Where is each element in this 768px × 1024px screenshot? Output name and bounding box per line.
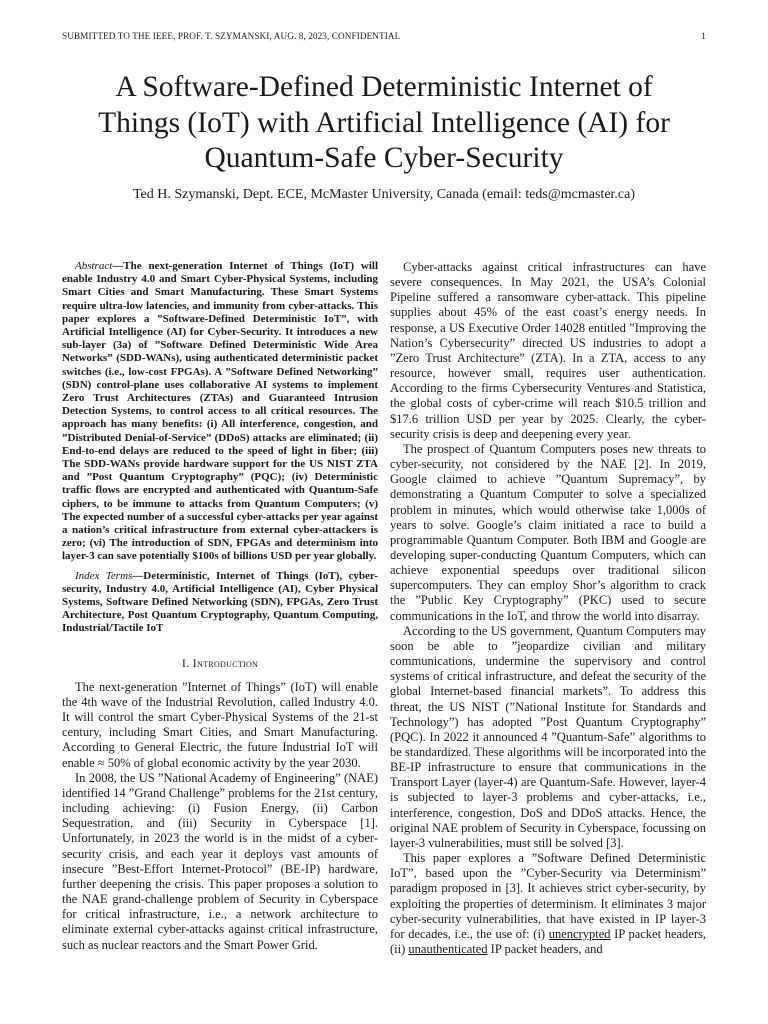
index-terms-text: Deterministic, Internet of Things (IoT), cyber-security, Industry 4.0, Artificial Intelligence (AI), Cyber Physical Systems, Software Defined Networking (SDN), FPGAs, Zero Trust Architecture, Post Quantum Cryptography, Quantum Computing, Industrial/Tactile IoT	[62, 569, 378, 635]
section-heading-introduction	[62, 656, 378, 671]
body-paragraph-3: According to the US government, Quantum Computers may soon be able to ”jeopardize civilian and military communications, undermine the supervisory and control systems of critical infrastructure, and defeat the security of the global Internet-based financial markets”. To address this threat, the US NIST (”National Institute for Standards and Technology”) has adopted ”Post Quantum Cryptography” (PQC). In 2022 it announced 4 ”Quantum-Safe” algorithms to be standardized. These algorithms will be incorporated into the BE-IP infrastructure to ensure that communications in the Transport Layer (layer-4) are Quantum-Safe. However, layer-4 is subjected to layer-3 problems and cyber-attacks, i.e., interference, congestion, DoS and DDoS attacks. Hence, the original NAE problem of Security in Cyberspace, focussing on layer-3 vulnerabilities, must still be solved [3].	[390, 623, 706, 850]
title-line-3: Quantum-Safe Cyber-Security	[204, 142, 564, 174]
body-paragraph-4	[390, 851, 706, 957]
index-terms-dash: —	[132, 569, 144, 582]
title-line-1: A Software-Defined Deterministic Internet of	[115, 71, 653, 103]
paper-title	[40, 70, 728, 177]
body-paragraph-1: Cyber-attacks against critical infrastructures can have severe consequences. In May 2021, the USA’s Colonial Pipeline suffered a ransomware cyber-attack. This pipeline supplies about 45% of the east coast’s energy needs. In response, a US Executive Order 14028 entitled ”Improving the Nation’s Cybersecurity” directed US industries to adopt a ”Zero Trust Architecture” (ZTA). In a ZTA, access to any resource, however small, requires user authentication. According to the firms Cybersecurity Ventures and Statistica, the global costs of cyber-crime will reach $10.5 trillion and $17.6 trillion USD per year by 2025. Clearly, the cyber-security crisis is deep and deepening every year.	[390, 260, 706, 441]
intro-paragraph-1: The next-generation ”Internet of Things” (IoT) will enable the 4th wave of the Industrial Revolution, called Industry 4.0. It will control the smart Cyber-Physical Systems of the 21-st century, including Smart Cities, and Smart Manufacturing. According to General Electric, the future Industrial IoT will enable ≈ 50% of global economic activity by the year 2030.	[62, 679, 378, 770]
underlined-unauthenticated: unauthenticated	[408, 942, 488, 957]
body-paragraph-2: The prospect of Quantum Computers poses new threats to cyber-security, not considered by the NAE [2]. In 2019, Google claimed to achieve ”Quantum Supremacy”, by demonstrating a Quantum Computer to solve a specialized problem in minutes, which would otherwise take 1,000s of years to solve. Google’s claim initiated a race to build a programmable Quantum Computer. Both IBM and Google are developing super-conducting Quantum Computers, which can achieve exponential speedups over traditional silicon supercomputers. They can employ Shor’s algorithm to crack the ”Public Key Cryptography” (PKC) used to secure communications in the IoT, and throw the world into disarray.	[390, 441, 706, 623]
abstract	[62, 260, 378, 564]
abstract-label: Abstract	[75, 260, 113, 272]
index-terms-label: Index Terms	[75, 569, 133, 582]
left-column	[62, 260, 378, 953]
index-terms	[62, 570, 378, 636]
paragraph-4-end: IP packet headers, and	[487, 942, 603, 957]
running-head	[62, 31, 706, 45]
abstract-text: The next-generation Internet of Things (IoT) will enable Industry 4.0 and Smart Cyber-Physical Systems, including Smart Cities and Smart Manufacturing. These Smart Systems require ultra-low latencies, and immunity from cyber-attacks. This paper explores a ”Software-Defined Deterministic IoT”, with Artificial Intelligence (AI) for Cyber-Security. It introduces a new sub-layer (3a) of ”Software Defined Deterministic Wide Area Networks” (SDD-WANs), using authenticated deterministic packet switches (i.e., low-cost FPGAs). A ”Software Defined Networking” (SDN) control-plane uses collaborative AI systems to implement Zero Trust Architectures (ZTAs) and Guaranteed Intrusion Detection Systems, to control access to all critical resources. The approach has many benefits: (i) All interference, congestion, and ”Distributed Denial-of-Service” (DDoS) attacks are eliminated; (ii) End-to-end delays are reduced to the speed of light in fiber; (iii) The SDD-WANs provide hardware support for the US NIST ZTA and ”Post Quantum Cryptography” (PQC); (iv) Deterministic traffic flows are encrypted and authenticated with Quantum-Safe ciphers, to be immune to attacks from Quantum Computers; (v) The expected number of a successful cyber-attacks per year against a nation’s critical infrastructure from external cyber-attackers is zero; (vi) The introduction of SDN, FPGAs and determinism into layer-3 can save potentially $100s of billions USD per year globally.	[62, 260, 378, 563]
running-head-text: SUBMITTED TO THE IEEE, PROF. T. SZYMANSKI, AUG. 8, 2023, CONFIDENTIAL	[62, 31, 401, 41]
title-line-2: Things (IoT) with Artificial Intelligence (AI) for	[98, 106, 670, 139]
page-number: 1	[701, 31, 706, 41]
paragraph-4-start: This paper explores a ”Software Defined Deterministic IoT”, based upon the ”Cyber-Security via Determinism” paradigm proposed in [3]. It achieves strict cyber-security, by exploiting the properties of determinism. It eliminates 3 major cyber-security vulnerabilities, that have existed in IP layer-3 for decades, i.e., the use of: (i)	[390, 851, 706, 941]
intro-paragraph-2: In 2008, the US ”National Academy of Engineering” (NAE) identified 14 ”Grand Challenge” problems for the 21st century, including achieving: (i) Fusion Energy, (ii) Carbon Sequestration, and (iii) Security in Cyberspace [1]. Unfortunately, in 2023 the world is in the midst of a cyber-security crisis, and each year it deploys vast amounts of insecure ”Best-Effort Internet-Protocol” (BE-IP) hardware, further deepening the crisis. This paper proposes a solution to the NAE grand-challenge problem of Security in Cyberspace for critical infrastructure, i.e., a network architecture to eliminate external cyber-attacks against critical infrastructure, such as nuclear reactors and the Smart Power Grid.	[62, 770, 378, 952]
underlined-unencrypted: unencrypted	[548, 926, 611, 941]
section-number: I.	[181, 655, 190, 670]
abstract-dash: —	[112, 260, 124, 272]
right-column	[390, 260, 706, 957]
section-title: Introduction	[192, 655, 259, 670]
paragraph-4-middle: IP packet headers, (ii)	[390, 926, 706, 957]
author-line: Ted H. Szymanski, Dept. ECE, McMaster University, Canada (email: teds@mcmaster.ca)	[132, 187, 636, 202]
